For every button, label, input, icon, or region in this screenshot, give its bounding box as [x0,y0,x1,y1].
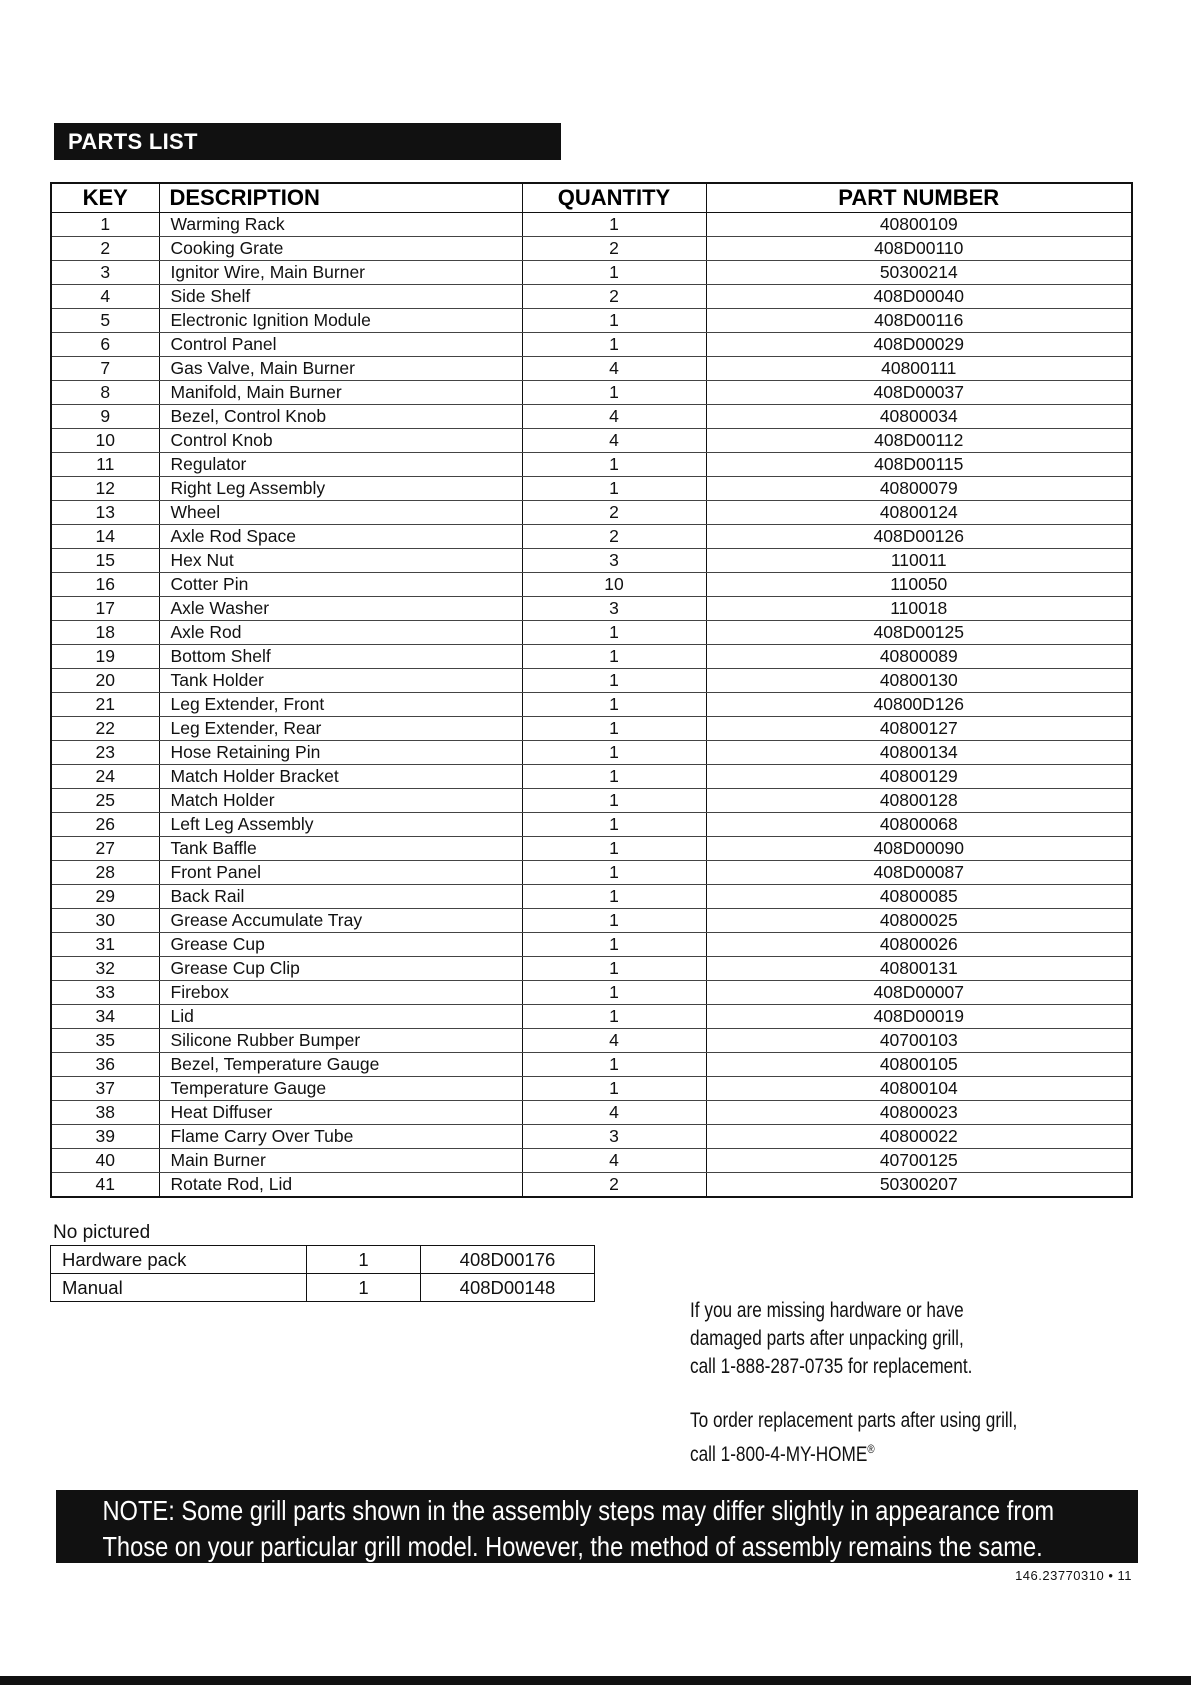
part-number-cell: 40800089 [706,645,1132,669]
assembly-note-line: Those on your particular grill model. However, the method of assembly remains the same. [102,1531,1043,1562]
part-description-cell: Leg Extender, Rear [159,717,522,741]
part-key-cell: 38 [51,1101,159,1125]
part-description-cell: Bezel, Temperature Gauge [159,1053,522,1077]
part-key-cell: 15 [51,549,159,573]
part-quantity-cell: 1 [522,621,706,645]
part-key-cell: 39 [51,1125,159,1149]
bottom-edge-bar [0,1676,1191,1685]
table-row [51,597,1132,621]
part-quantity-cell: 4 [522,357,706,381]
part-number-cell: 40800034 [706,405,1132,429]
part-key-cell: 12 [51,477,159,501]
part-key-cell: 18 [51,621,159,645]
part-key-cell: 36 [51,1053,159,1077]
part-number-cell: 110011 [706,549,1132,573]
table-row [51,309,1132,333]
part-key-cell: 13 [51,501,159,525]
not-pictured-table [50,1245,595,1302]
part-key-cell: 8 [51,381,159,405]
part-quantity-cell: 1 [522,669,706,693]
table-row [51,1125,1132,1149]
column-header-quantity: QUANTITY [522,183,706,213]
table-row [51,693,1132,717]
part-number-cell: 408D00087 [706,861,1132,885]
table-row [51,1101,1132,1125]
part-number-cell: 408D00126 [706,525,1132,549]
part-quantity-cell: 2 [522,237,706,261]
extra-item-part-number-cell: 408D00176 [421,1246,595,1274]
part-number-cell: 40800085 [706,885,1132,909]
part-key-cell: 11 [51,453,159,477]
part-number-cell: 408D00090 [706,837,1132,861]
part-key-cell: 4 [51,285,159,309]
part-key-cell: 9 [51,405,159,429]
part-key-cell: 31 [51,933,159,957]
part-description-cell: Left Leg Assembly [159,813,522,837]
part-quantity-cell: 1 [522,717,706,741]
table-row [51,237,1132,261]
part-quantity-cell: 4 [522,405,706,429]
assembly-note-line: NOTE: Some grill parts shown in the assembly steps may differ slightly in appearance from [102,1495,1055,1526]
part-number-cell: 40800131 [706,957,1132,981]
part-key-cell: 37 [51,1077,159,1101]
part-key-cell: 17 [51,597,159,621]
table-row [51,981,1132,1005]
part-description-cell: Rotate Rod, Lid [159,1173,522,1198]
part-key-cell: 30 [51,909,159,933]
part-quantity-cell: 1 [522,885,706,909]
part-description-cell: Grease Cup Clip [159,957,522,981]
part-description-cell: Cooking Grate [159,237,522,261]
assembly-note-banner [56,1490,1138,1563]
part-quantity-cell: 2 [522,525,706,549]
part-quantity-cell: 1 [522,213,706,237]
part-number-cell: 40700125 [706,1149,1132,1173]
part-key-cell: 35 [51,1029,159,1053]
extra-item-description-cell: Manual [51,1274,307,1302]
table-row [51,1173,1132,1198]
part-quantity-cell: 1 [522,909,706,933]
part-quantity-cell: 1 [522,309,706,333]
part-number-cell: 40800127 [706,717,1132,741]
part-description-cell: Silicone Rubber Bumper [159,1029,522,1053]
part-description-cell: Tank Holder [159,669,522,693]
part-quantity-cell: 1 [522,1053,706,1077]
table-row [51,573,1132,597]
part-number-cell: 40800111 [706,357,1132,381]
part-number-cell: 408D00112 [706,429,1132,453]
part-key-cell: 27 [51,837,159,861]
part-description-cell: Bottom Shelf [159,645,522,669]
part-number-cell: 408D00007 [706,981,1132,1005]
part-key-cell: 19 [51,645,159,669]
part-description-cell: Wheel [159,501,522,525]
part-key-cell: 28 [51,861,159,885]
part-quantity-cell: 2 [522,285,706,309]
table-row [51,957,1132,981]
part-key-cell: 22 [51,717,159,741]
part-description-cell: Ignitor Wire, Main Burner [159,261,522,285]
part-key-cell: 10 [51,429,159,453]
part-number-cell: 40800023 [706,1101,1132,1125]
part-description-cell: Leg Extender, Front [159,693,522,717]
part-description-cell: Axle Rod Space [159,525,522,549]
part-quantity-cell: 3 [522,597,706,621]
part-description-cell: Hex Nut [159,549,522,573]
table-row [51,1246,595,1274]
part-quantity-cell: 1 [522,813,706,837]
part-description-cell: Axle Rod [159,621,522,645]
part-description-cell: Flame Carry Over Tube [159,1125,522,1149]
part-quantity-cell: 1 [522,957,706,981]
table-row [51,381,1132,405]
part-description-cell: Cotter Pin [159,573,522,597]
part-description-cell: Control Knob [159,429,522,453]
table-row [51,621,1132,645]
part-description-cell: Front Panel [159,861,522,885]
part-description-cell: Match Holder [159,789,522,813]
part-description-cell: Electronic Ignition Module [159,309,522,333]
table-row [51,1029,1132,1053]
part-key-cell: 33 [51,981,159,1005]
parts-table-body [51,213,1132,1198]
missing-parts-info [690,1297,1051,1381]
part-quantity-cell: 1 [522,837,706,861]
part-description-cell: Back Rail [159,885,522,909]
part-description-cell: Control Panel [159,333,522,357]
part-key-cell: 34 [51,1005,159,1029]
part-key-cell: 2 [51,237,159,261]
part-number-cell: 40800129 [706,765,1132,789]
part-quantity-cell: 1 [522,741,706,765]
part-number-cell: 40800105 [706,1053,1132,1077]
part-key-cell: 5 [51,309,159,333]
part-quantity-cell: 1 [522,693,706,717]
part-description-cell: Regulator [159,453,522,477]
part-key-cell: 14 [51,525,159,549]
part-number-cell: 408D00029 [706,333,1132,357]
missing-parts-line: If you are missing hardware or have [690,1299,964,1322]
part-number-cell: 40800124 [706,501,1132,525]
part-quantity-cell: 1 [522,861,706,885]
part-key-cell: 41 [51,1173,159,1198]
part-quantity-cell: 1 [522,765,706,789]
part-number-cell: 408D00125 [706,621,1132,645]
part-key-cell: 40 [51,1149,159,1173]
table-row [51,405,1132,429]
table-row [51,261,1132,285]
part-key-cell: 25 [51,789,159,813]
part-description-cell: Match Holder Bracket [159,765,522,789]
table-row [51,213,1132,237]
table-row [51,813,1132,837]
table-row [51,549,1132,573]
part-key-cell: 24 [51,765,159,789]
part-quantity-cell: 1 [522,1077,706,1101]
part-number-cell: 50300214 [706,261,1132,285]
table-row [51,429,1132,453]
part-description-cell: Right Leg Assembly [159,477,522,501]
part-number-cell: 40800130 [706,669,1132,693]
table-row [51,645,1132,669]
part-key-cell: 29 [51,885,159,909]
extra-item-quantity-cell: 1 [307,1246,421,1274]
part-description-cell: Gas Valve, Main Burner [159,357,522,381]
section-title-bar [54,123,561,160]
part-quantity-cell: 3 [522,1125,706,1149]
part-key-cell: 20 [51,669,159,693]
part-quantity-cell: 1 [522,333,706,357]
table-row [51,741,1132,765]
part-quantity-cell: 1 [522,261,706,285]
part-quantity-cell: 10 [522,573,706,597]
part-quantity-cell: 1 [522,1005,706,1029]
part-quantity-cell: 4 [522,429,706,453]
extra-item-description-cell: Hardware pack [51,1246,307,1274]
not-pictured-label: No pictured [53,1222,151,1243]
missing-parts-line: damaged parts after unpacking grill, [690,1327,964,1350]
table-row [51,765,1132,789]
part-number-cell: 408D00116 [706,309,1132,333]
table-row [51,789,1132,813]
part-quantity-cell: 1 [522,645,706,669]
table-row [51,909,1132,933]
part-number-cell: 40800109 [706,213,1132,237]
part-number-cell: 408D00110 [706,237,1132,261]
part-number-cell: 40800025 [706,909,1132,933]
part-number-cell: 40800079 [706,477,1132,501]
part-description-cell: Warming Rack [159,213,522,237]
part-quantity-cell: 1 [522,789,706,813]
replacement-info [690,1297,1051,1469]
table-row [51,333,1132,357]
part-number-cell: 40800134 [706,741,1132,765]
table-row [51,525,1132,549]
table-row [51,357,1132,381]
part-quantity-cell: 1 [522,981,706,1005]
part-number-cell: 408D00037 [706,381,1132,405]
registered-mark: ® [867,1442,875,1456]
section-title: PARTS LIST [68,129,198,154]
part-key-cell: 21 [51,693,159,717]
table-row [51,717,1132,741]
part-quantity-cell: 1 [522,381,706,405]
part-description-cell: Temperature Gauge [159,1077,522,1101]
part-description-cell: Hose Retaining Pin [159,741,522,765]
table-row [51,837,1132,861]
part-description-cell: Bezel, Control Knob [159,405,522,429]
part-number-cell: 50300207 [706,1173,1132,1198]
part-number-cell: 40800D126 [706,693,1132,717]
part-key-cell: 3 [51,261,159,285]
part-quantity-cell: 1 [522,453,706,477]
table-row [51,669,1132,693]
column-header-key: KEY [51,183,159,213]
part-key-cell: 32 [51,957,159,981]
part-quantity-cell: 4 [522,1029,706,1053]
column-header-description: DESCRIPTION [159,183,522,213]
part-description-cell: Side Shelf [159,285,522,309]
part-number-cell: 40800068 [706,813,1132,837]
part-description-cell: Grease Cup [159,933,522,957]
table-row [51,477,1132,501]
part-key-cell: 1 [51,213,159,237]
table-row [51,285,1132,309]
part-quantity-cell: 4 [522,1149,706,1173]
part-description-cell: Manifold, Main Burner [159,381,522,405]
part-quantity-cell: 1 [522,933,706,957]
parts-table-header-row [51,183,1132,213]
table-row [51,885,1132,909]
table-row [51,453,1132,477]
part-number-cell: 40700103 [706,1029,1132,1053]
table-row [51,861,1132,885]
part-description-cell: Heat Diffuser [159,1101,522,1125]
part-key-cell: 6 [51,333,159,357]
table-row [51,1053,1132,1077]
part-number-cell: 40800026 [706,933,1132,957]
part-key-cell: 26 [51,813,159,837]
order-parts-line: To order replacement parts after using grill, [690,1409,1018,1432]
part-description-cell: Firebox [159,981,522,1005]
table-row [51,501,1132,525]
table-row [51,1005,1132,1029]
part-number-cell: 40800128 [706,789,1132,813]
part-quantity-cell: 2 [522,1173,706,1198]
column-header-part-number: PART NUMBER [706,183,1132,213]
part-quantity-cell: 3 [522,549,706,573]
part-key-cell: 7 [51,357,159,381]
part-description-cell: Grease Accumulate Tray [159,909,522,933]
table-row [51,933,1132,957]
order-parts-phone-line: call 1-800-4-MY-HOME [690,1443,868,1466]
part-number-cell: 408D00115 [706,453,1132,477]
missing-parts-phone-line: call 1-888-287-0735 for replacement. [690,1355,973,1378]
part-number-cell: 110050 [706,573,1132,597]
part-description-cell: Tank Baffle [159,837,522,861]
part-description-cell: Main Burner [159,1149,522,1173]
table-row [51,1274,595,1302]
part-number-cell: 408D00019 [706,1005,1132,1029]
part-quantity-cell: 2 [522,501,706,525]
not-pictured-table-body [51,1246,595,1302]
part-number-cell: 408D00040 [706,285,1132,309]
part-number-cell: 110018 [706,597,1132,621]
part-number-cell: 40800104 [706,1077,1132,1101]
part-description-cell: Lid [159,1005,522,1029]
extra-item-quantity-cell: 1 [307,1274,421,1302]
part-number-cell: 40800022 [706,1125,1132,1149]
part-quantity-cell: 4 [522,1101,706,1125]
extra-item-part-number-cell: 408D00148 [421,1274,595,1302]
page-footer-ref: 146.23770310 • 11 [1015,1568,1132,1583]
table-row [51,1077,1132,1101]
part-description-cell: Axle Washer [159,597,522,621]
part-quantity-cell: 1 [522,477,706,501]
order-parts-info [690,1407,1051,1469]
parts-table [50,182,1133,1198]
part-key-cell: 23 [51,741,159,765]
table-row [51,1149,1132,1173]
part-key-cell: 16 [51,573,159,597]
